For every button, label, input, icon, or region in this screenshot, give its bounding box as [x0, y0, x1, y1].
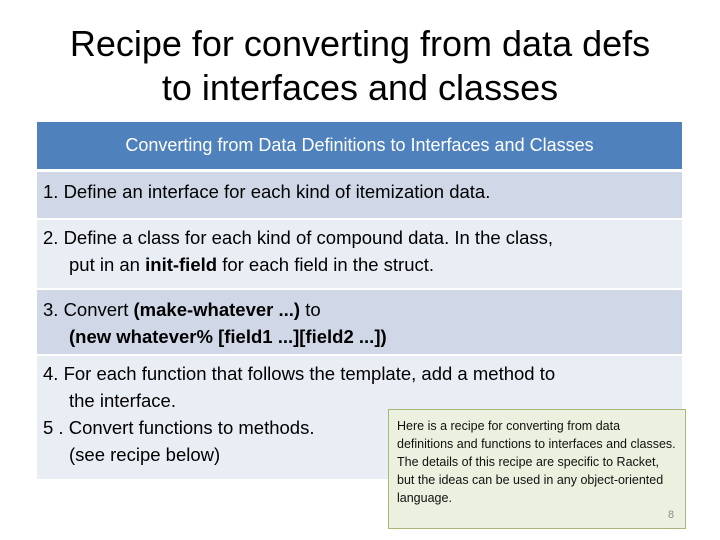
callout-note	[388, 409, 686, 529]
row-4-line-1: 4. For each function that follows the template, add a method to	[43, 363, 556, 384]
row-2-line-2-post: for each field in the struct.	[217, 254, 435, 275]
row-3-line-1-bold: (make-whatever ...)	[133, 299, 301, 320]
row-2-line-2-bold: init-field	[145, 254, 218, 275]
row-3-line-2-bold: (new whatever% [field1 ...][field2 ...])	[69, 326, 387, 347]
row-3-line-1-post: to	[300, 299, 321, 320]
slide-title	[20, 22, 700, 110]
row-2-line-1: 2. Define a class for each kind of compound data. In the class,	[43, 227, 554, 248]
slide-title-line-1: Recipe for converting from data defs	[69, 23, 651, 64]
table-row-1	[37, 172, 682, 220]
row-3-line-1	[43, 299, 321, 320]
table-row-2	[37, 220, 682, 290]
row-2-line-2-pre: put in an	[69, 254, 146, 275]
row-4-line-3: 5 . Convert functions to methods.	[43, 417, 315, 438]
row-3-line-1-pre: 3. Convert	[43, 299, 134, 320]
callout-note-text: Here is a recipe for converting from data definitions and functions to interfaces and classes. The details of this recipe are specific to Racket, but the ideas can be used in any object-oriented language.	[397, 419, 676, 505]
row-3-line-2	[43, 323, 676, 350]
slide-title-line-2: to interfaces and classes	[161, 67, 559, 108]
row-4-line-4: (see recipe below)	[69, 444, 221, 465]
row-4-line-2: the interface.	[69, 390, 176, 411]
row-1-text: 1. Define an interface for each kind of itemization data.	[43, 181, 491, 202]
row-2-line-2	[43, 251, 676, 278]
table-header: Converting from Data Definitions to Interfaces and Classes	[37, 122, 682, 172]
slide-number: 8	[668, 509, 675, 521]
table-row-3	[37, 290, 682, 356]
